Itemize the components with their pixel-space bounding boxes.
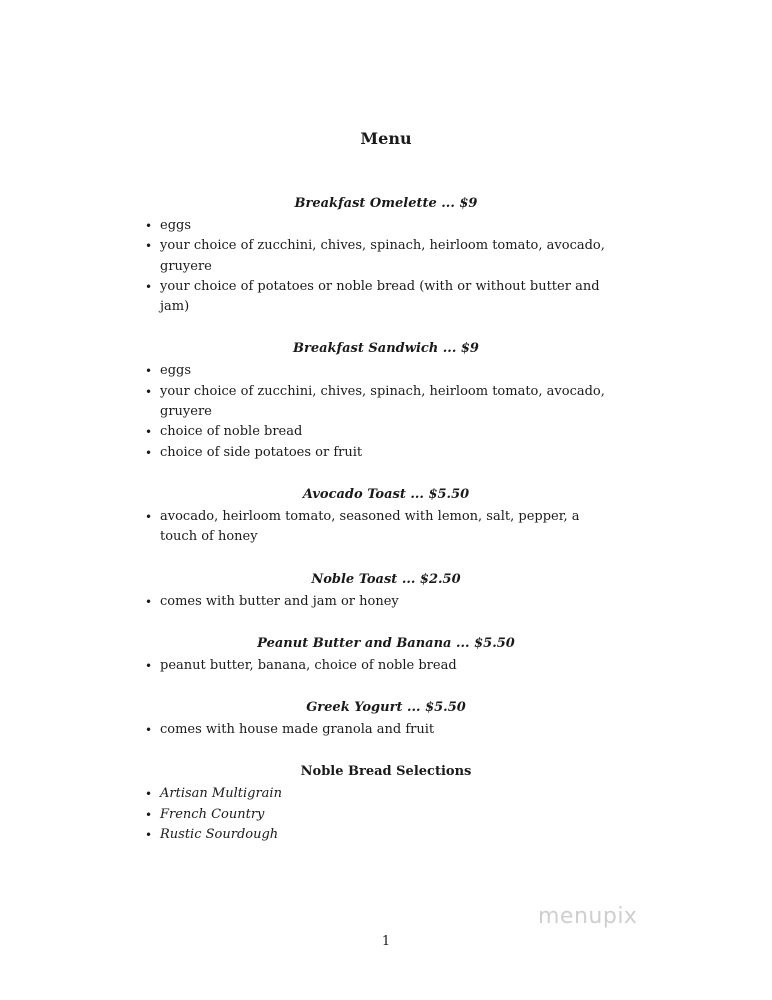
- list-item: [145, 216, 620, 236]
- list-item: [145, 720, 620, 740]
- list-item: [145, 382, 620, 423]
- item-list: [0, 507, 620, 548]
- item-text: your choice of potatoes or noble bread (with or without butter and jam): [160, 278, 600, 315]
- item-text: your choice of zucchini, chives, spinach, heirloom tomato, avocado, gruyere: [160, 383, 605, 420]
- item-list: [0, 720, 620, 740]
- bullet-icon: •: [145, 425, 153, 440]
- menu-section-breakfast-omelette: [0, 195, 772, 317]
- item-list: [0, 656, 620, 676]
- list-item: [145, 656, 620, 676]
- list-item: [145, 825, 620, 845]
- page-title: Menu: [360, 129, 412, 148]
- bullet-icon: •: [145, 828, 153, 843]
- bullet-icon: •: [145, 239, 153, 254]
- menu-section-avocado-toast: [0, 486, 772, 548]
- item-text: comes with house made granola and fruit: [160, 722, 435, 738]
- list-item: [145, 277, 620, 318]
- bullet-icon: •: [145, 723, 153, 738]
- bullet-icon: •: [145, 787, 153, 802]
- item-text: choice of noble bread: [160, 424, 303, 440]
- page-number: 1: [381, 934, 391, 949]
- menu-section-greek-yogurt: [0, 699, 772, 740]
- list-item: [145, 422, 620, 442]
- list-item: [145, 805, 620, 825]
- list-item: [145, 236, 620, 277]
- item-text: choice of side potatoes or fruit: [160, 444, 363, 460]
- list-item: [145, 592, 620, 612]
- bread-selections-section: [0, 763, 772, 845]
- list-item: [145, 361, 620, 381]
- menu-section-breakfast-sandwich: [0, 340, 772, 462]
- bullet-icon: •: [145, 658, 153, 673]
- bullet-icon: •: [145, 594, 153, 609]
- section-heading: Breakfast Omelette ... $9: [294, 196, 478, 211]
- bread-name: Rustic Sourdough: [160, 827, 279, 843]
- section-heading: Peanut Butter and Banana ... $5.50: [257, 635, 515, 651]
- bullet-icon: •: [145, 807, 153, 822]
- item-text: eggs: [160, 218, 192, 233]
- menu-section-peanut-butter-banana: [0, 635, 772, 676]
- section-heading: Avocado Toast ... $5.50: [302, 486, 470, 502]
- bread-name: Artisan Multigrain: [160, 786, 282, 802]
- list-item: [145, 784, 620, 804]
- item-text: your choice of zucchini, chives, spinach, heirloom tomato, avocado, gruyere: [160, 238, 605, 274]
- bullet-icon: •: [145, 279, 153, 294]
- item-list: [0, 592, 620, 612]
- bullet-icon: •: [145, 364, 153, 379]
- list-item: [145, 507, 620, 548]
- bullet-icon: •: [145, 384, 153, 399]
- item-text: comes with butter and jam or honey: [160, 593, 399, 609]
- bullet-icon: •: [145, 445, 153, 460]
- list-item: [145, 443, 620, 463]
- bread-list: [0, 784, 620, 845]
- item-list: [0, 361, 620, 462]
- item-text: eggs: [160, 363, 192, 379]
- bullet-icon: •: [145, 509, 153, 524]
- menu-section-noble-toast: [0, 571, 772, 612]
- item-text: peanut butter, banana, choice of noble bread: [160, 657, 457, 673]
- bread-selections-heading: Noble Bread Selections: [300, 764, 472, 780]
- section-heading: Noble Toast ... $2.50: [311, 571, 461, 587]
- section-heading: Breakfast Sandwich ... $9: [293, 341, 479, 357]
- section-heading: Greek Yogurt ... $5.50: [306, 700, 466, 716]
- item-text: avocado, heirloom tomato, seasoned with lemon, salt, pepper, a touch of honey: [160, 508, 580, 545]
- bread-name: French Country: [160, 806, 265, 822]
- bullet-icon: •: [145, 219, 153, 233]
- item-list: [0, 216, 620, 317]
- menupix-watermark: menupix: [538, 904, 638, 929]
- menu-body: [0, 195, 772, 868]
